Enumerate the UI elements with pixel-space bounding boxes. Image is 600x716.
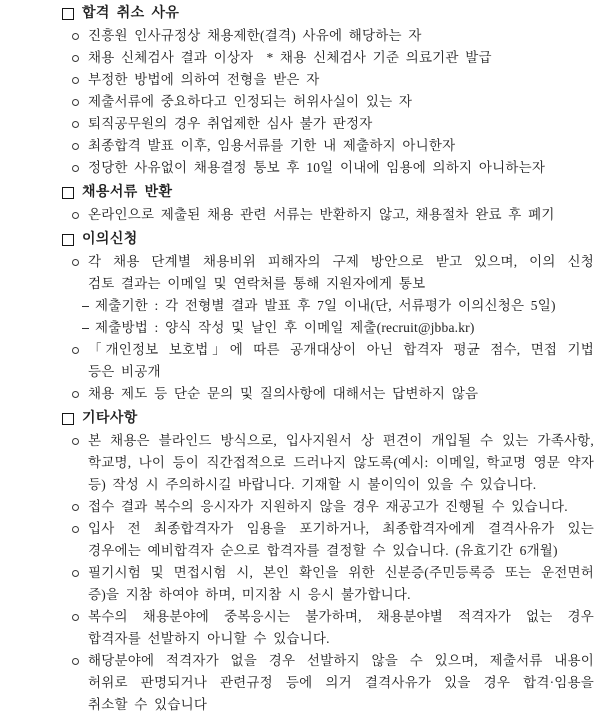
sub-list-item-text: 제출방법 : 양식 작성 및 날인 후 이메일 제출(recruit@jbba.kr) (95, 320, 475, 335)
circle-bullet-icon (72, 212, 79, 219)
circle-bullet-icon (72, 99, 79, 106)
square-bullet-icon (62, 413, 74, 425)
list-item (0, 47, 600, 69)
list-item-continuation (0, 474, 600, 496)
circle-bullet-icon (72, 143, 79, 150)
circle-bullet-icon (72, 658, 79, 665)
list-item (0, 339, 600, 361)
list-item-text: 「개인정보 보호법」에 따른 공개대상이 아닌 합격자 평균 점수, 면접 기법 (88, 342, 594, 357)
list-item (0, 157, 600, 179)
sub-list-item-text: 제출기한 : 각 전형별 결과 발표 후 7일 이내(단, 서류평가 이의신청은 5일) (95, 298, 556, 313)
sub-list-item (0, 317, 600, 339)
list-item-continuation (0, 694, 600, 716)
list-item-text: 제출서류에 중요하다고 인정되는 허위사실이 있는 자 (88, 94, 413, 109)
list-item-text: 입사 전 최종합격자가 임용을 포기하거나, 최종합격자에게 결격사유가 있는 (88, 521, 594, 536)
list-item-text: 온라인으로 제출된 채용 관련 서류는 반환하지 않고, 채용절차 완료 후 폐기 (88, 207, 555, 222)
section-document-return (0, 182, 600, 226)
section-title (0, 182, 600, 204)
list-item-text: 진흥원 인사규정상 채용제한(결격) 사유에 해당하는 자 (88, 28, 422, 43)
circle-bullet-icon (72, 570, 79, 577)
list-item (0, 251, 600, 273)
list-item-continuation (0, 628, 600, 650)
list-item (0, 69, 600, 91)
list-item-text: 허위로 판명되거나 관련규정 등에 의거 결격사유가 있을 경우 합격·임용을 (88, 675, 594, 690)
list-item-text: 경우에는 예비합격자 순으로 합격자를 결정할 수 있습니다. (유효기간 6개월) (88, 543, 558, 558)
circle-bullet-icon (72, 259, 79, 266)
list-item-text: 정당한 사유없이 채용결정 통보 후 10일 이내에 임용에 의하지 아니하는자 (88, 160, 546, 175)
list-item (0, 383, 600, 405)
list-item-text: 본 채용은 블라인드 방식으로, 입사지원서 상 편견이 개입될 수 있는 가족사항, (88, 433, 594, 448)
circle-bullet-icon (72, 55, 79, 62)
list-item-continuation (0, 361, 600, 383)
list-item-text: 등은 비공개 (88, 364, 161, 379)
list-item (0, 650, 600, 672)
list-item-text: 채용 제도 등 단순 문의 및 질의사항에 대해서는 답변하지 않음 (88, 386, 479, 401)
section-title-text: 기타사항 (82, 411, 138, 426)
circle-bullet-icon (72, 614, 79, 621)
circle-bullet-icon (72, 347, 79, 354)
circle-bullet-icon (72, 77, 79, 84)
list-item-continuation (0, 672, 600, 694)
list-item (0, 113, 600, 135)
list-item-text: 퇴직공무원의 경우 취업제한 심사 불가 판정자 (88, 116, 373, 131)
section-title (0, 408, 600, 430)
section-objection (0, 229, 600, 405)
section-title (0, 3, 600, 25)
section-cancellation-reasons (0, 3, 600, 179)
list-item (0, 204, 600, 226)
list-item-text: 채용 신체검사 결과 이상자 * 채용 신체검사 기준 의료기관 발급 (88, 50, 492, 65)
list-item-text: 각 채용 단계별 채용비위 피해자의 구제 방안으로 받고 있으며, 이의 신청 (88, 254, 594, 269)
list-item (0, 430, 600, 452)
list-item-continuation (0, 540, 600, 562)
square-bullet-icon (62, 8, 74, 20)
sub-list-item (0, 295, 600, 317)
list-item-continuation (0, 584, 600, 606)
list-item-continuation (0, 452, 600, 474)
list-item-text: 학교명, 나이 등이 직간접적으로 드러나지 않도록(예시: 이메일, 학교명 영문 약자 (88, 455, 594, 470)
circle-bullet-icon (72, 121, 79, 128)
list-item (0, 518, 600, 540)
list-item-text: 취소할 수 있습니다 (88, 697, 208, 712)
section-title-text: 채용서류 반환 (82, 185, 173, 200)
list-item-text: 해당분야에 적격자가 없을 경우 선발하지 않을 수 있으며, 제출서류 내용이 (88, 653, 594, 668)
list-item-text: 검토 결과는 이메일 및 연락처를 통해 지원자에게 통보 (88, 276, 426, 291)
list-item (0, 135, 600, 157)
dash-icon (82, 306, 89, 307)
list-item-text: 합격자를 선발하지 아니할 수 있습니다. (88, 631, 330, 646)
list-item (0, 496, 600, 518)
circle-bullet-icon (72, 165, 79, 172)
list-item (0, 25, 600, 47)
square-bullet-icon (62, 234, 74, 246)
section-title-text: 이의신청 (82, 232, 138, 247)
section-misc (0, 408, 600, 716)
list-item-text: 최종합격 발표 이후, 임용서류를 기한 내 제출하지 아니한자 (88, 138, 456, 153)
list-item-text: 부정한 방법에 의하여 전형을 받은 자 (88, 72, 320, 87)
list-item-text: 필기시험 및 면접시험 시, 본인 확인을 위한 신분증(주민등록증 또는 운전면허 (88, 565, 594, 580)
list-item (0, 91, 600, 113)
list-item-text: 증)을 지참 하여야 하며, 미지참 시 응시 불가합니다. (88, 587, 411, 602)
dash-icon (82, 328, 89, 329)
list-item (0, 562, 600, 584)
circle-bullet-icon (72, 504, 79, 511)
circle-bullet-icon (72, 526, 79, 533)
list-item (0, 606, 600, 628)
list-item-text: 접수 결과 복수의 응시자가 지원하지 않을 경우 재공고가 진행될 수 있습니다. (88, 499, 568, 514)
list-item-text: 복수의 채용분야에 중복응시는 불가하며, 채용분야별 적격자가 없는 경우 (88, 609, 594, 624)
circle-bullet-icon (72, 33, 79, 40)
circle-bullet-icon (72, 438, 79, 445)
circle-bullet-icon (72, 391, 79, 398)
section-title (0, 229, 600, 251)
list-item-text: 등) 작성 시 주의하시길 바랍니다. 기재할 시 불이익이 있을 수 있습니다. (88, 477, 537, 492)
section-title-text: 합격 취소 사유 (82, 6, 180, 21)
list-item-continuation (0, 273, 600, 295)
square-bullet-icon (62, 187, 74, 199)
